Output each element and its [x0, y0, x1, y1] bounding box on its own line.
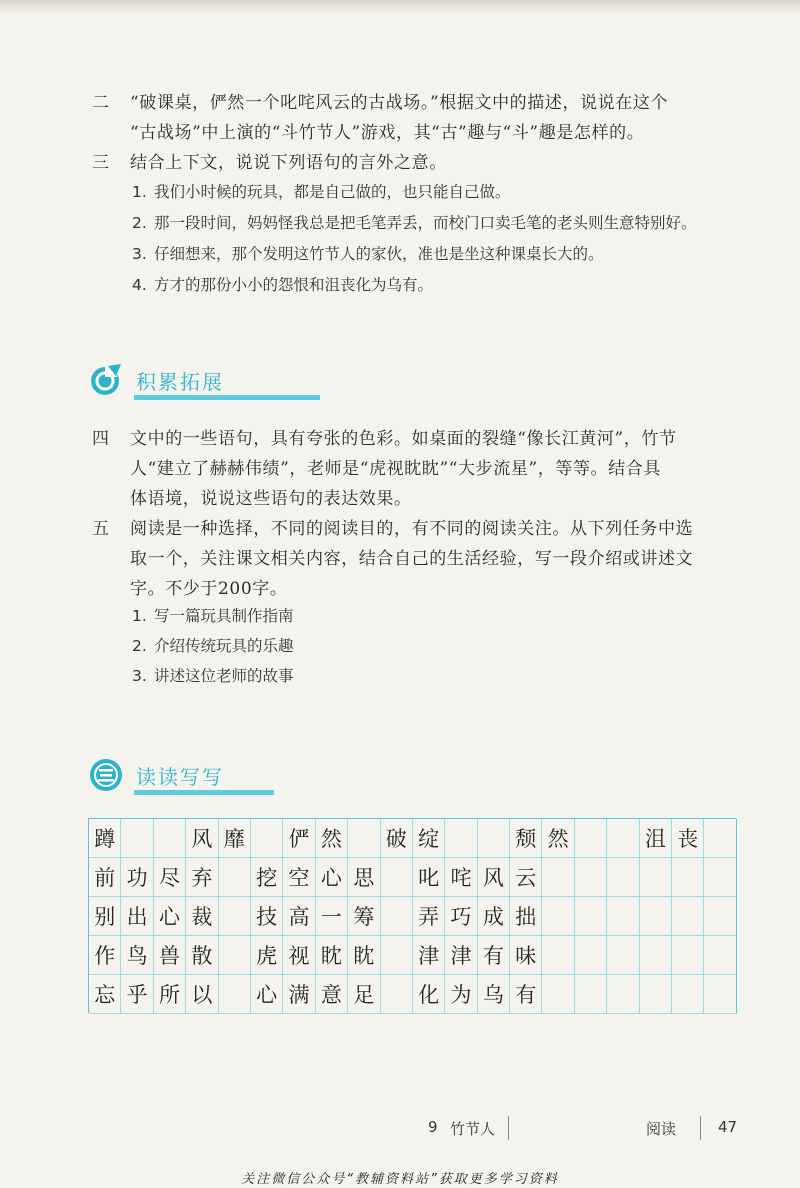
grid-cell: 乎	[121, 975, 153, 1014]
question-number: 四	[92, 429, 109, 449]
grid-cell: 津	[413, 936, 445, 975]
question-number: 五	[92, 519, 109, 539]
footer-unit: 阅读	[646, 1120, 677, 1138]
grid-cell	[121, 819, 153, 858]
grid-cell: 有	[510, 975, 542, 1014]
grid-cell: 有	[478, 936, 510, 975]
grid-cell	[542, 936, 574, 975]
grid-cell: 散	[186, 936, 218, 975]
grid-cell	[381, 936, 413, 975]
grid-cell: 高	[283, 897, 315, 936]
grid-cell	[381, 897, 413, 936]
refresh-arrow-icon	[88, 362, 124, 398]
grid-cell	[575, 975, 607, 1014]
grid-cell: 虎	[251, 936, 283, 975]
grid-cell: 视	[283, 936, 315, 975]
grid-cell	[607, 897, 639, 936]
grid-cell: 绽	[413, 819, 445, 858]
section-underline	[134, 395, 320, 400]
sub-item-text: 方才的那份小小的怨恨和沮丧化为乌有。	[154, 276, 434, 294]
grid-cell: 筹	[348, 897, 380, 936]
sub-item-number: 2.	[132, 214, 147, 232]
sub-item-text: 那一段时间，妈妈怪我总是把毛笔弄丢，而校门口卖毛笔的老头则生意特别好。	[154, 214, 697, 232]
grid-cell	[575, 858, 607, 897]
grid-cell: 功	[121, 858, 153, 897]
sub-item-number: 1.	[132, 607, 147, 625]
grid-cell: 乌	[478, 975, 510, 1014]
grid-cell: 以	[186, 975, 218, 1014]
question-5	[92, 514, 752, 604]
grid-cell	[219, 975, 251, 1014]
grid-cell: 然	[542, 819, 574, 858]
grid-cell	[640, 897, 672, 936]
grid-cell: 俨	[283, 819, 315, 858]
grid-cell: 裁	[186, 897, 218, 936]
grid-cell: 咤	[445, 858, 477, 897]
grid-cell: 足	[348, 975, 380, 1014]
grid-cell	[704, 936, 736, 975]
section-underline	[134, 790, 274, 795]
sub-item-number: 3.	[132, 667, 147, 685]
grid-cell	[640, 858, 672, 897]
grid-cell: 挖	[251, 858, 283, 897]
grid-cell: 巧	[445, 897, 477, 936]
grid-cell: 弃	[186, 858, 218, 897]
page-number: 47	[718, 1118, 738, 1136]
grid-cell	[445, 819, 477, 858]
grid-cell	[672, 858, 704, 897]
word-grid	[88, 818, 736, 1013]
grid-cell	[704, 975, 736, 1014]
grid-cell	[381, 858, 413, 897]
grid-cell: 所	[154, 975, 186, 1014]
grid-cell: 心	[251, 975, 283, 1014]
grid-cell	[348, 819, 380, 858]
grid-cell: 风	[186, 819, 218, 858]
grid-cell	[542, 897, 574, 936]
grid-cell: 空	[283, 858, 315, 897]
sub-item	[132, 634, 294, 658]
grid-cell: 心	[154, 897, 186, 936]
grid-cell: 作	[89, 936, 121, 975]
top-edge-shadow	[0, 0, 800, 14]
grid-cell	[381, 975, 413, 1014]
grid-cell: 蹲	[89, 819, 121, 858]
sub-item	[132, 604, 294, 628]
question-text	[130, 514, 752, 604]
sub-item-text: 介绍传统玩具的乐趣	[154, 637, 294, 655]
grid-cell: 鸟	[121, 936, 153, 975]
grid-cell: 破	[381, 819, 413, 858]
grid-cell	[607, 819, 639, 858]
grid-cell	[219, 897, 251, 936]
grid-cell	[704, 819, 736, 858]
grid-cell	[575, 819, 607, 858]
grid-cell: 心	[316, 858, 348, 897]
grid-cell	[607, 975, 639, 1014]
grid-cell	[607, 858, 639, 897]
question-number: 二	[92, 93, 109, 113]
grid-cell	[640, 936, 672, 975]
section-title: 读读写写	[136, 765, 224, 789]
question-line: 取一个，关注课文相关内容，结合自己的生活经验，写一段介绍或讲述文	[130, 549, 694, 569]
question-line: 结合上下文，说说下列语句的言外之意。	[130, 153, 447, 173]
grid-cell	[575, 897, 607, 936]
question-line: “破课桌，俨然一个叱咤风云的古战场。”根据文中的描述，说说在这个	[130, 93, 669, 113]
grid-cell: 思	[348, 858, 380, 897]
grid-cell: 为	[445, 975, 477, 1014]
sub-item-number: 1.	[132, 183, 147, 201]
grid-cell: 技	[251, 897, 283, 936]
grid-cell: 别	[89, 897, 121, 936]
question-line: 阅读是一种选择，不同的阅读目的，有不同的阅读关注。从下列任务中选	[130, 519, 694, 539]
footer-lesson-number: 9	[428, 1118, 438, 1136]
grid-cell: 叱	[413, 858, 445, 897]
question-number: 三	[92, 153, 109, 173]
question-line: 文中的一些语句，具有夸张的色彩。如桌面的裂缝“像长江黄河”，竹节	[130, 429, 677, 449]
grid-cell: 成	[478, 897, 510, 936]
sub-item-text: 我们小时候的玩具，都是自己做的，也只能自己做。	[154, 183, 511, 201]
grid-cell: 拙	[510, 897, 542, 936]
grid-cell: 风	[478, 858, 510, 897]
grid-cell: 津	[445, 936, 477, 975]
sub-item-text: 仔细想来，那个发明这竹节人的家伙，准也是坐这种课桌长大的。	[154, 245, 604, 263]
question-2	[92, 88, 752, 148]
grid-cell: 然	[316, 819, 348, 858]
grid-cell	[575, 936, 607, 975]
sub-item	[132, 180, 511, 204]
sub-item-text: 讲述这位老师的故事	[154, 667, 294, 685]
sub-item	[132, 273, 433, 297]
grid-cell	[672, 897, 704, 936]
question-text	[130, 148, 752, 178]
watermark-text: 关注微信公众号“教辅资料站”获取更多学习资料	[241, 1172, 559, 1187]
grid-cell: 出	[121, 897, 153, 936]
section-title: 积累拓展	[136, 370, 224, 394]
grid-cell	[219, 936, 251, 975]
question-line: 字。不少于200字。	[130, 579, 288, 599]
grid-cell: 满	[283, 975, 315, 1014]
grid-cell: 眈	[348, 936, 380, 975]
grid-cell: 沮	[640, 819, 672, 858]
sub-item	[132, 242, 604, 266]
word-grid-cells	[88, 818, 736, 1013]
grid-cell: 一	[316, 897, 348, 936]
grid-cell: 云	[510, 858, 542, 897]
grid-cell	[478, 819, 510, 858]
footer-divider	[508, 1116, 509, 1140]
question-text	[130, 424, 752, 514]
grid-cell: 弄	[413, 897, 445, 936]
grid-cell	[607, 936, 639, 975]
grid-cell: 丧	[672, 819, 704, 858]
grid-cell: 颓	[510, 819, 542, 858]
question-text	[130, 88, 752, 148]
sub-item-number: 4.	[132, 276, 147, 294]
grid-cell	[251, 819, 283, 858]
grid-cell: 前	[89, 858, 121, 897]
question-4	[92, 424, 752, 514]
three-lines-icon	[88, 757, 124, 793]
question-line: 人“建立了赫赫伟绩”，老师是“虎视眈眈”“大步流星”，等等。结合具	[130, 459, 661, 479]
footer-lesson-title: 竹节人	[450, 1120, 496, 1138]
grid-cell: 兽	[154, 936, 186, 975]
grid-cell: 化	[413, 975, 445, 1014]
footer-divider	[700, 1116, 701, 1140]
sub-item-text: 写一篇玩具制作指南	[154, 607, 294, 625]
grid-cell	[704, 858, 736, 897]
grid-cell	[542, 858, 574, 897]
question-line: “古战场”中上演的“斗竹节人”游戏，其“古”趣与“斗”趣是怎样的。	[130, 123, 645, 143]
grid-cell: 意	[316, 975, 348, 1014]
grid-cell: 忘	[89, 975, 121, 1014]
grid-cell: 味	[510, 936, 542, 975]
grid-cell	[672, 975, 704, 1014]
sub-item	[132, 664, 294, 688]
grid-cell	[640, 975, 672, 1014]
grid-cell	[542, 975, 574, 1014]
grid-cell	[704, 897, 736, 936]
grid-cell	[672, 936, 704, 975]
sub-item-number: 2.	[132, 637, 147, 655]
grid-cell	[154, 819, 186, 858]
grid-cell: 尽	[154, 858, 186, 897]
grid-cell: 靡	[219, 819, 251, 858]
grid-cell: 眈	[316, 936, 348, 975]
sub-item	[132, 211, 697, 235]
sub-item-number: 3.	[132, 245, 147, 263]
grid-cell	[219, 858, 251, 897]
question-3	[92, 148, 752, 178]
question-line: 体语境，说说这些语句的表达效果。	[130, 489, 412, 509]
